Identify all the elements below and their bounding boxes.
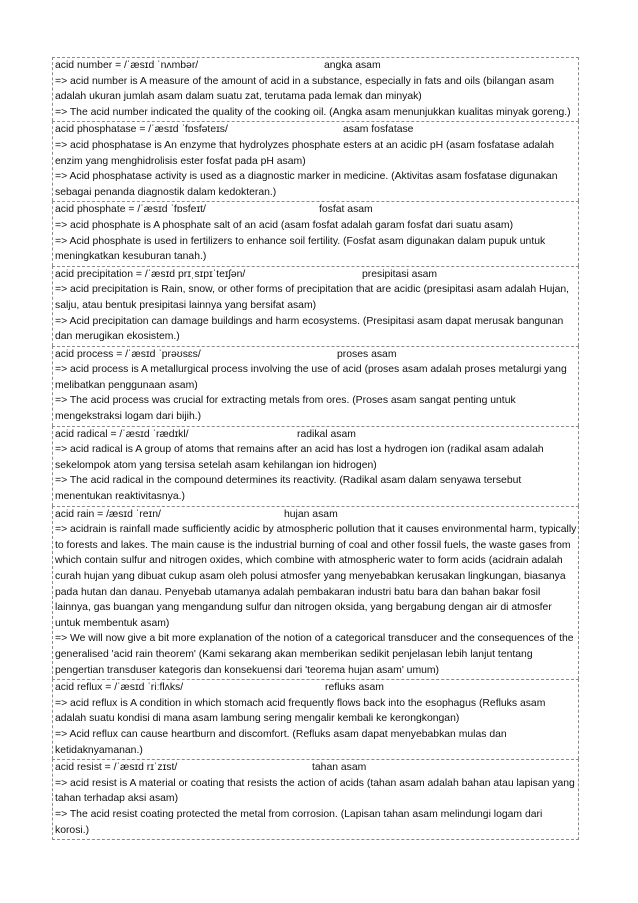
entry-example: => Acid precipitation can damage buildings and harm ecosystems. (Presipitasi asam dapat merusak bangunan dan merugikan ekosistem.) (55, 315, 564, 343)
entry-translation: tahan asam (312, 762, 367, 774)
entry-definition: => acid radical is A group of atoms that remains after an acid has lost a hydrogen ion (radikal asam adalah sekelompok atom yang tersisa setelah asam kehilangan ion hidrogen) (55, 444, 544, 471)
entry-header (55, 680, 577, 696)
entry-definition: => acid process is A metallurgical process involving the use of acid (proses asam adalah proses metalurgi yang melibatkan penggunaan asam) (55, 364, 567, 391)
entry-translation: hujan asam (284, 508, 338, 520)
entry-term: acid radical = /ˈæsɪd ˈrædɪkl/ (55, 428, 189, 440)
entry-definition: => acid reflux is A condition in which stomach acid frequently flows back into the esophagus (Refluks asam adalah suatu kondisi di mana asam lambung sering mengalir kembali ke kerongkongan) (55, 697, 546, 725)
entry-acid-resist (52, 759, 579, 840)
entry-translation: presipitasi asam (362, 268, 438, 280)
entry-term: acid resist = /ˈæsɪd rɪˈzɪst/ (55, 762, 178, 774)
entry-example: => The acid number indicated the quality of the cooking oil. (Angka asam menunjukkan kualitas minyak goreng.) (55, 106, 571, 118)
entry-example: => Acid phosphate is used in fertilizers to enhance soil fertility. (Fosfat asam digunakan dalam pupuk untuk meningkatkan kesuburan tanah.) (55, 235, 546, 263)
entry-definition: => acidrain is rainfall made sufficiently acidic by atmospheric pollution that it causes environmental harm, typically to forests and lakes. The main cause is the industrial burning of coal and other fossil fuels, the waste gases from which contain sulfur and nitrogen oxides, which combine with atmospheric water to form acids (acidrain adalah curah hujan yang dibuat cukup asam oleh polusi atmosfer yang menyebabkan kerusakan lingkungan, biasanya pada hutan dan danau. Penyebab utamanya adalah pembakaran industri batu bara dan bahan bakar fosil lainnya, gas buangan yang mengandung sulfur dan nitrogen oksida, yang bergabung dengan air di atmosfer untuk membentuk asam) (55, 524, 577, 629)
entry-term: acid process = /ˈæsɪd ˈprəʊsɛs/ (55, 348, 201, 360)
entry-example: => Acid reflux can cause heartburn and discomfort. (Refluks asam dapat menyebabkan mulas dan ketidaknyamanan.) (55, 728, 507, 756)
entry-acid-precipitation (52, 266, 579, 346)
entry-term: acid phosphate = /ˈæsɪd ˈfɒsfeɪt/ (55, 204, 206, 216)
entry-acid-phosphatase (52, 121, 579, 201)
entry-example-continued: pengertian transduser kategoris dan konsekuensi dari 'teorema hujan asam' umum) (55, 664, 440, 676)
entry-acid-process (52, 346, 579, 426)
entry-header (55, 347, 577, 363)
entry-translation: radikal asam (297, 428, 356, 440)
entry-translation: fosfat asam (319, 204, 373, 216)
entry-definition: => acid number is A measure of the amount of acid in a substance, especially in fats and oils (bilangan asam adalah ukuran jumlah asam dalam suatu zat, terutama pada lemak dan minyak) (55, 75, 555, 103)
entry-example: => The acid process was crucial for extracting metals from ores. (Proses asam sangat penting untuk mengekstraksi logam dari bijih.) (55, 395, 516, 423)
entry-translation: proses asam (337, 348, 397, 360)
entry-header (55, 267, 577, 283)
dictionary-page (52, 57, 579, 840)
entry-header (55, 760, 577, 776)
entry-acid-reflux (52, 679, 579, 759)
entry-term: acid reflux = /ˈæsɪd ˈriːflʌks/ (55, 682, 184, 694)
entry-header (55, 202, 577, 218)
entry-translation: angka asam (324, 60, 381, 71)
entry-definition: => acid phosphatase is An enzyme that hydrolyzes phosphate esters at an acidic pH (asam fosfatase adalah enzim yang menghidrolisis ester fosfat pada pH asam) (55, 139, 555, 167)
entry-header (55, 427, 577, 443)
entry-example: => Acid phosphatase activity is used as a diagnostic marker in medicine. (Aktivitas asam fosfatase digunakan sebagai penanda diagnostik dalam kedokteran.) (55, 171, 558, 198)
entry-acid-phosphate (52, 201, 579, 265)
entry-definition: => acid phosphate is A phosphate salt of an acid (asam fosfat adalah garam fosfat dari suatu asam) (55, 219, 514, 231)
entry-example: => The acid radical in the compound determines its reactivity. (Radikal asam dalam senyawa tersebut menentukan reaktivitasnya.) (55, 475, 522, 503)
entry-header (55, 122, 577, 138)
entry-acid-rain (52, 506, 579, 680)
entry-acid-radical (52, 426, 579, 506)
entry-acid-number (52, 57, 579, 121)
entry-term: acid phosphatase = /ˈæsɪd ˈfɒsfəteɪs/ (55, 124, 228, 136)
entry-term: acid precipitation = /ˈæsɪd prɪˌsɪpɪˈteɪʃən/ (55, 268, 246, 280)
entry-definition: => acid precipitation is Rain, snow, or other forms of precipitation that are acidic (presipitasi asam adalah Hujan, salju, atau bentuk presipitasi lainnya yang bersifat asam) (55, 284, 570, 311)
entry-example: => We will now give a bit more explanation of the notion of a categorical transducer and the consequences of the generalised 'acid rain theorem' (Kami sekarang akan memberikan sedikit penjelasan lebih lanjut tentang (55, 633, 574, 660)
entry-translation: asam fosfatase (343, 124, 414, 136)
entry-term: acid number = /ˈæsɪd ˈnʌmbər/ (55, 60, 199, 71)
entry-term: acid rain = /æsɪd ˈreɪn/ (55, 508, 161, 520)
entry-header (55, 507, 577, 523)
entry-example: => The acid resist coating protected the metal from corrosion. (Lapisan tahan asam melindungi logam dari korosi.) (55, 808, 543, 836)
entry-translation: refluks asam (325, 682, 384, 694)
entry-definition: => acid resist is A material or coating that resists the action of acids (tahan asam adalah bahan atau lapisan yang tahan terhadap aksi asam) (55, 777, 575, 805)
entry-header (55, 58, 577, 74)
